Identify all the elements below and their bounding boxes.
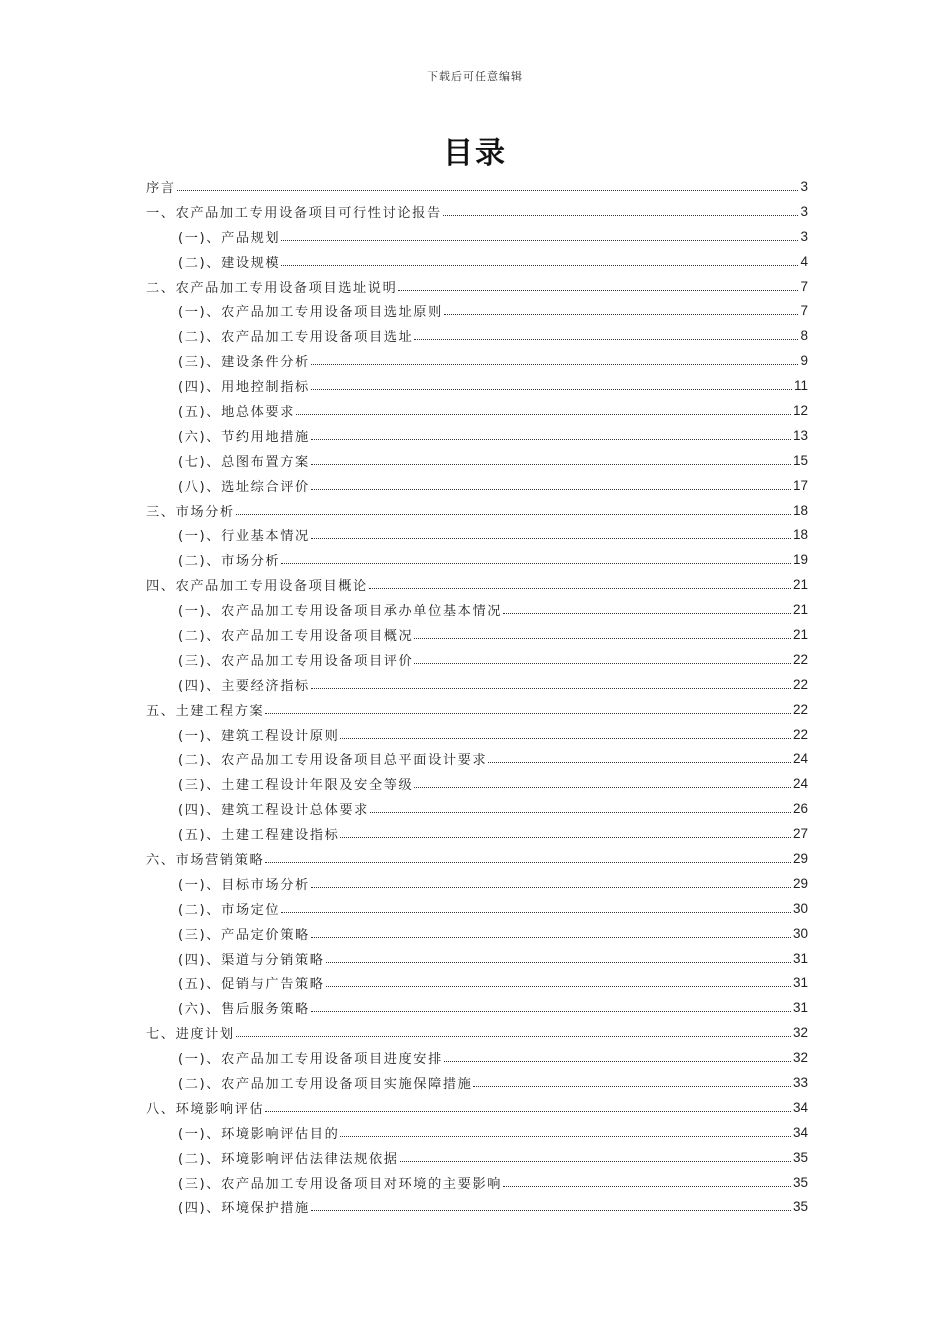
toc-entry-title: (二)、农产品加工专用设备项目概况 xyxy=(178,628,414,644)
toc-leader-dots xyxy=(311,937,791,938)
toc-leader-dots xyxy=(488,762,791,763)
toc-entry-title: (二)、市场定位 xyxy=(178,902,281,918)
toc-leader-dots xyxy=(311,538,791,539)
toc-entry-page: 18 xyxy=(792,502,808,518)
toc-entry[interactable] xyxy=(146,498,808,523)
toc-entry-title: (一)、行业基本情况 xyxy=(178,529,310,545)
toc-entry-page: 3 xyxy=(800,203,808,219)
toc-entry-page: 15 xyxy=(792,452,808,468)
toc-entry[interactable] xyxy=(146,522,808,547)
toc-entry[interactable] xyxy=(146,199,808,224)
toc-leader-dots xyxy=(414,638,791,639)
toc-entry-title: (六)、节约用地措施 xyxy=(178,429,310,445)
toc-entry[interactable] xyxy=(146,448,808,473)
toc-entry-page: 24 xyxy=(792,776,808,792)
toc-entry-page: 3 xyxy=(800,178,808,194)
toc-leader-dots xyxy=(236,514,791,515)
toc-entry[interactable] xyxy=(146,547,808,572)
toc-leader-dots xyxy=(311,389,792,390)
toc-entry-page: 21 xyxy=(792,577,808,593)
page-title: 目录 xyxy=(443,136,507,171)
toc-entry[interactable] xyxy=(146,1020,808,1045)
toc-entry-page: 22 xyxy=(792,726,808,742)
toc-entry-page: 18 xyxy=(792,527,808,543)
toc-leader-dots xyxy=(236,1036,791,1037)
toc-entry-title: (二)、农产品加工专用设备项目选址 xyxy=(178,330,414,346)
toc-entry[interactable] xyxy=(146,1070,808,1095)
toc-entry-page: 35 xyxy=(792,1199,808,1215)
toc-leader-dots xyxy=(414,339,798,340)
toc-entry-title: 八、环境影响评估 xyxy=(146,1101,265,1117)
toc-leader-dots xyxy=(281,265,798,266)
toc-leader-dots xyxy=(444,314,799,315)
toc-entry[interactable] xyxy=(146,373,808,398)
toc-leader-dots xyxy=(177,190,799,191)
toc-entry-page: 4 xyxy=(800,253,808,269)
toc-entry-title: 三、市场分析 xyxy=(146,504,235,520)
toc-entry[interactable] xyxy=(146,1045,808,1070)
toc-leader-dots xyxy=(340,837,791,838)
toc-leader-dots xyxy=(444,1061,791,1062)
toc-entry-page: 31 xyxy=(792,1000,808,1016)
toc-entry-page: 29 xyxy=(792,850,808,866)
toc-entry[interactable] xyxy=(146,398,808,423)
toc-entry[interactable] xyxy=(146,298,808,323)
toc-leader-dots xyxy=(414,663,791,664)
toc-leader-dots xyxy=(265,1111,791,1112)
toc-entry-page: 31 xyxy=(792,975,808,991)
toc-entry[interactable] xyxy=(146,597,808,622)
toc-entry-page: 21 xyxy=(792,602,808,618)
toc-leader-dots xyxy=(265,713,791,714)
toc-entry[interactable] xyxy=(146,1095,808,1120)
toc-entry-title: (八)、选址综合评价 xyxy=(178,479,310,495)
toc-entry-page: 19 xyxy=(792,552,808,568)
toc-entry[interactable] xyxy=(146,722,808,747)
toc-entry-title: (三)、农产品加工专用设备项目评价 xyxy=(178,653,414,669)
toc-entry-title: (五)、地总体要求 xyxy=(178,404,296,420)
toc-leader-dots xyxy=(311,489,791,490)
toc-entry[interactable] xyxy=(146,423,808,448)
toc-leader-dots xyxy=(326,962,791,963)
toc-entry-title: (三)、建设条件分析 xyxy=(178,355,310,371)
toc-entry-title: (四)、建筑工程设计总体要求 xyxy=(178,803,369,819)
toc-entry-page: 17 xyxy=(792,477,808,493)
toc-entry-title: (一)、农产品加工专用设备项目进度安排 xyxy=(178,1052,443,1068)
toc-leader-dots xyxy=(311,688,791,689)
toc-entry-page: 13 xyxy=(792,427,808,443)
toc-leader-dots xyxy=(311,1210,791,1211)
toc-entry-title: (四)、用地控制指标 xyxy=(178,380,310,396)
toc-entry-page: 29 xyxy=(792,875,808,891)
toc-entry-title: 二、农产品加工专用设备项目选址说明 xyxy=(146,280,398,296)
toc-entry-title: 四、农产品加工专用设备项目概论 xyxy=(146,579,368,595)
toc-leader-dots xyxy=(281,240,798,241)
toc-entry-page: 12 xyxy=(792,402,808,418)
toc-leader-dots xyxy=(311,1011,791,1012)
toc-leader-dots xyxy=(311,364,799,365)
toc-leader-dots xyxy=(503,613,791,614)
toc-entry-title: (二)、农产品加工专用设备项目总平面设计要求 xyxy=(178,753,488,769)
toc-entry-page: 21 xyxy=(792,626,808,642)
toc-entry-title: (二)、建设规模 xyxy=(178,255,281,271)
toc-leader-dots xyxy=(281,912,791,913)
toc-entry-page: 11 xyxy=(793,378,808,394)
toc-entry[interactable] xyxy=(146,224,808,249)
toc-entry-page: 35 xyxy=(792,1149,808,1165)
toc-entry-title: (一)、目标市场分析 xyxy=(178,877,310,893)
toc-leader-dots xyxy=(473,1086,791,1087)
toc-leader-dots xyxy=(400,1161,791,1162)
toc-entry-page: 24 xyxy=(792,751,808,767)
toc-entry[interactable] xyxy=(146,1170,808,1195)
toc-entry[interactable] xyxy=(146,622,808,647)
toc-entry-page: 22 xyxy=(792,676,808,692)
toc-entry-title: 六、市场营销策略 xyxy=(146,852,265,868)
toc-entry-page: 34 xyxy=(792,1099,808,1115)
toc-leader-dots xyxy=(296,414,791,415)
toc-leader-dots xyxy=(503,1186,791,1187)
toc-entry[interactable] xyxy=(146,323,808,348)
toc-entry-title: (一)、农产品加工专用设备项目承办单位基本情况 xyxy=(178,604,503,620)
toc-entry[interactable] xyxy=(146,249,808,274)
toc-entry-title: (四)、渠道与分销策略 xyxy=(178,952,325,968)
toc-leader-dots xyxy=(340,738,791,739)
toc-entry[interactable] xyxy=(146,821,808,846)
toc-entry-title: (二)、环境影响评估法律法规依据 xyxy=(178,1151,399,1167)
toc-leader-dots xyxy=(398,290,798,291)
toc-entry-title: (四)、主要经济指标 xyxy=(178,678,310,694)
toc-leader-dots xyxy=(281,563,791,564)
toc-leader-dots xyxy=(369,588,791,589)
toc-leader-dots xyxy=(414,787,791,788)
toc-entry-page: 30 xyxy=(792,900,808,916)
toc-entry-page: 7 xyxy=(800,278,808,294)
toc-entry-page: 30 xyxy=(792,925,808,941)
toc-entry[interactable] xyxy=(146,174,808,199)
toc-entry[interactable] xyxy=(146,995,808,1020)
toc-entry[interactable] xyxy=(146,572,808,597)
toc-leader-dots xyxy=(311,464,791,465)
toc-entry-title: 一、农产品加工专用设备项目可行性讨论报告 xyxy=(146,205,442,221)
toc-entry[interactable] xyxy=(146,1120,808,1145)
toc-entry-title: (三)、土建工程设计年限及安全等级 xyxy=(178,778,414,794)
toc-entry[interactable] xyxy=(146,697,808,722)
toc-entry[interactable] xyxy=(146,871,808,896)
toc-entry[interactable] xyxy=(146,672,808,697)
toc-leader-dots xyxy=(340,1136,791,1137)
toc-entry-title: (五)、土建工程建设指标 xyxy=(178,828,340,844)
toc-entry-title: (一)、产品规划 xyxy=(178,230,281,246)
toc-entry[interactable] xyxy=(146,846,808,871)
toc-entry-title: (一)、建筑工程设计原则 xyxy=(178,728,340,744)
toc-entry[interactable] xyxy=(146,896,808,921)
toc-entry-title: (二)、市场分析 xyxy=(178,554,281,570)
toc-entry-page: 7 xyxy=(800,303,808,319)
toc-entry-title: 七、进度计划 xyxy=(146,1027,235,1043)
toc-entry-page: 22 xyxy=(792,701,808,717)
toc-entry[interactable] xyxy=(146,274,808,299)
toc-entry-page: 34 xyxy=(792,1124,808,1140)
toc-entry-page: 3 xyxy=(800,228,808,244)
toc-entry[interactable] xyxy=(146,647,808,672)
toc-entry-title: (七)、总图布置方案 xyxy=(178,454,310,470)
toc-entry[interactable] xyxy=(146,946,808,971)
toc-entry-title: 序言 xyxy=(146,180,176,196)
toc-leader-dots xyxy=(265,862,791,863)
toc-entry-page: 32 xyxy=(792,1025,808,1041)
toc-entry-page: 9 xyxy=(800,353,808,369)
toc-entry-page: 32 xyxy=(792,1050,808,1066)
toc-entry[interactable] xyxy=(146,746,808,771)
toc-entry[interactable] xyxy=(146,1195,808,1220)
toc-leader-dots xyxy=(311,439,791,440)
toc-entry[interactable] xyxy=(146,771,808,796)
toc-entry-title: (一)、环境影响评估目的 xyxy=(178,1126,340,1142)
toc-entry-title: (四)、环境保护措施 xyxy=(178,1201,310,1217)
toc-entry[interactable] xyxy=(146,796,808,821)
toc-entry-title: (三)、农产品加工专用设备项目对环境的主要影响 xyxy=(178,1176,503,1192)
toc-entry-page: 22 xyxy=(792,651,808,667)
toc-entry-title: 五、土建工程方案 xyxy=(146,703,265,719)
toc-entry-title: (六)、售后服务策略 xyxy=(178,1002,310,1018)
table-of-contents xyxy=(146,174,808,1219)
toc-entry-page: 31 xyxy=(792,950,808,966)
toc-leader-dots xyxy=(443,215,799,216)
toc-entry-page: 8 xyxy=(800,328,808,344)
toc-entry[interactable] xyxy=(146,1145,808,1170)
header-note: 下载后可任意编辑 xyxy=(427,70,523,83)
toc-entry-page: 35 xyxy=(792,1174,808,1190)
toc-entry-title: (三)、产品定价策略 xyxy=(178,927,310,943)
toc-entry[interactable] xyxy=(146,473,808,498)
toc-entry[interactable] xyxy=(146,348,808,373)
toc-entry-page: 27 xyxy=(792,826,808,842)
toc-entry[interactable] xyxy=(146,971,808,996)
toc-entry[interactable] xyxy=(146,921,808,946)
toc-entry-title: (五)、促销与广告策略 xyxy=(178,977,325,993)
toc-entry-title: (二)、农产品加工专用设备项目实施保障措施 xyxy=(178,1077,473,1092)
toc-entry-page: 26 xyxy=(792,801,808,817)
toc-leader-dots xyxy=(311,887,791,888)
toc-leader-dots xyxy=(326,986,791,987)
toc-entry-page: 33 xyxy=(792,1075,808,1090)
toc-entry-title: (一)、农产品加工专用设备项目选址原则 xyxy=(178,305,443,321)
toc-leader-dots xyxy=(370,812,791,813)
